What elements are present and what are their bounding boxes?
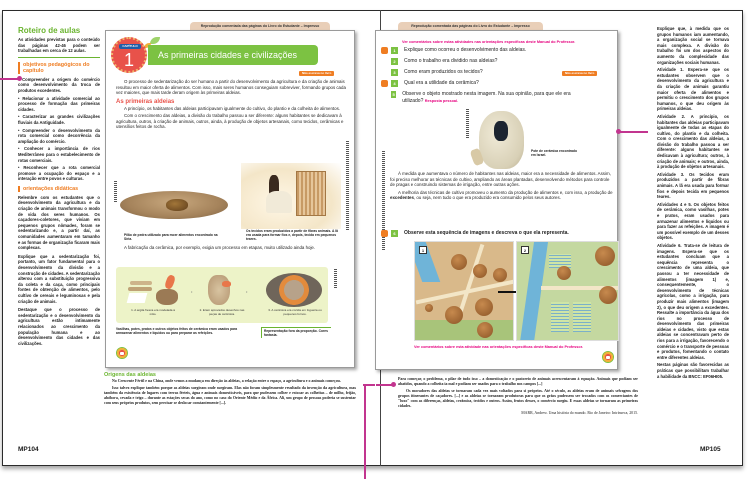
teacher-note-bottom: Ver comentários sobre esta atividade nas orientações específicas deste Manual do Professor. xyxy=(414,345,584,349)
left-page-body-2 xyxy=(116,245,348,253)
origins-heading: Origens das aldeias xyxy=(104,372,156,378)
photo-credit xyxy=(466,109,469,139)
question-4: 4 Qual era a utilidade da cerâmica? xyxy=(391,80,479,87)
intro-paragraph: O processo de sedentarização do ser humano a partir do desenvolvimento da agricultura e da criação de animais resultou em maior oferta de alimentos. Com isso, mais seres humanos conseguiam sobreviver, formando grupos cada vez maiores, que mais tarde deram origem às primeiras aldeias. xyxy=(116,79,346,95)
guidance-paragraph: Explique que a sedentarização foi, portanto, um fator fundamental para o desenvolvimento da divisão e a construção de cidades. A sedentarização alterou com a substituição progressiva da coleta e da caça, como principais fontes de obtenção de alimentos, pelo cultivo de cereais e leguminosas e pela criação de animais. xyxy=(18,253,100,304)
map-label: 2 xyxy=(521,246,529,254)
question-5: 5 Observe o objeto mostrado nesta imagem. Na sua opinião, para que ele era utilizado? Resposta pessoal. xyxy=(392,91,571,104)
margin-paragraph: Atividade 1. Espera-se que os estudantes observem que o desenvolvimento da agricultura e da criação de animais garantiu maior oferta de alimentos e permitiu o crescimento dos grupos humanos, o que deu origem às primeiras aldeias. xyxy=(657,67,729,112)
chapter-title: As primeiras cidades e civilizações xyxy=(148,45,318,65)
hands xyxy=(164,274,176,290)
hut xyxy=(493,268,507,282)
activity-icon xyxy=(381,47,388,54)
arrow-icon: • xyxy=(191,289,193,294)
no-write-chip: Não escreva no livro xyxy=(299,71,334,76)
loom-illustration xyxy=(296,171,326,216)
hut xyxy=(599,286,617,304)
paragraph: À medida que aumentava o número de habitantes nas aldeias, maior era a necessidade de alimentos. Assim, foi preciso melhorar as técnicas de cultivo, ampliando as áreas plantadas, desenvolvendo métodos para controle de pragas e construindo sistemas de irrigação, entre outras ações. xyxy=(390,171,611,187)
question-2: 2 Como o trabalho era dividido nas aldeias? xyxy=(391,58,497,65)
illustration-credit xyxy=(346,141,349,231)
pottery-step: 1. A argila fresca era modelada à mão. xyxy=(131,308,175,316)
page-number-left: MP104 xyxy=(18,446,39,453)
objective-item: Compreender a origem do comércio como desenvolvimento da troca de produtos excedentes. xyxy=(18,76,100,93)
stone-caption: Pilão de pedra utilizado para moer alimentos encontrado na Síria. xyxy=(124,233,218,242)
margin-paragraph: Atividade 6. Trata-se de leitura de imagens. Espera-se que os estudantes concluam que a sequência representa o crescimento de uma aldeia, que passou a ter necessidade de alimentos (imagem 1) e, consequentemente, o desenvolvimento de técnicas agrícolas, como a irrigação, para produzir mais alimentos (imagem 2), o que deu origem a excedentes. Ressalte a importância da água dos rios no processo de desenvolvimento das primeiras aldeias e cidades, visto que estas aldeias se concentravam perto de rios para a irrigação, favorecendo o comércio e o transporte de pessoas e produtos, fomentando o contato entre diferentes aldeias. xyxy=(657,242,729,360)
hut xyxy=(445,306,463,324)
paragraph: Isso talvez explique também porque as aldeias surgiram onde surgiram. Elas não foram simplesmente resultado da invenção da agricultura, mas também da existência de lugares com terras férteis, água e animais domesticáveis, para que pudessem colher e estocar as colheitas – de milho, feijão, abóbora, cevada e trigo – durante as estações secas do ano, como no caso do Oriente Médio e da África. Ali, um grupo de pessoas poderia se sustentar com seus próprios produtos, sem precisar se deslocar constantemente [...]. xyxy=(104,386,356,405)
margin-paragraph: Nestas páginas são favorecidas as práticas que possibilitam trabalhar a habilidade da BNCC: EF06HI05. xyxy=(657,362,729,379)
chapter-label: CAPÍTULO xyxy=(119,44,141,49)
quote-paragraph: Para começar, o problema, o pilar de tudo isso – a domesticação e o pastoreio de animais acrescentaram à equação. Animais que podiam ser abatidos, quando a colheita ia mal e podiam ser usados para o trabalho nos campos [...] xyxy=(398,377,638,386)
pottery-step: 2. Eram aprovados desenhos nas peças de cerâmica. xyxy=(199,308,245,316)
irrigated-field xyxy=(551,302,569,332)
paragraph: No Crescente Fértil e na China, onde vemos a mudança em direção às aldeias, a relação entre o espaço, a agricultura e o animais começou. xyxy=(112,379,341,383)
objectives-heading: objetivos pedagógicos do capítulo xyxy=(18,62,100,74)
hut xyxy=(425,304,433,312)
margin-paragraph: Atividades 4 e 5. Os objetos feitos de cerâmica, como vasilhas, potes e pratos, eram usados para armazenar alimentos e líquidos ou para fazer as refeições. A imagem é um possível exemplo de um desses objetos. xyxy=(657,201,729,241)
clay-pot xyxy=(156,289,178,305)
chapter-badge xyxy=(111,37,147,73)
guidance-paragraph: Relembre com os estudantes que o desenvolvimento da agricultura e da criação de animais transformou o modo de vida dos seres humanos. Os caçadores-coletores, que viviam em pequenos grupos nômades, foram se sedentarizando e, a partir daí, as comunidades aumentaram em tamanho e as formas de organização ficaram mais complexas. xyxy=(18,194,100,251)
student-page-right xyxy=(375,30,618,370)
clay-vase xyxy=(208,275,230,305)
digital-resource-icon[interactable] xyxy=(602,351,614,363)
pottery-caption: Vasilhas, potes, pratos e outros objetos feitos de cerâmica eram usados para armazenar alimentos e líquidos ou para preparar as refeições. xyxy=(116,327,238,336)
question-1: 1 Explique como ocorreu o desenvolvimento das aldeias. xyxy=(391,47,526,54)
irrigated-field xyxy=(573,302,591,332)
question-3: 3 Como eram produzidos os tecidos? xyxy=(391,69,483,76)
no-write-chip: Não escreva no livro xyxy=(562,71,597,76)
oven-opening xyxy=(494,121,508,141)
connector-bottom-vertical xyxy=(364,384,366,479)
illustration-credit xyxy=(334,269,337,289)
page-number-right: MP105 xyxy=(700,446,721,453)
question-6: 6 Observe esta sequência de imagens e descreva o que ela representa. xyxy=(391,230,569,237)
activity-icon xyxy=(381,80,388,87)
sequence-arrow-icon xyxy=(498,291,518,293)
digital-resource-icon[interactable] xyxy=(116,347,128,359)
map-label: 1 xyxy=(419,246,427,254)
left-bottom-text xyxy=(104,372,356,408)
objective-item: • Caracterizar as grandes civilizações fluviais da Antiguidade. xyxy=(18,114,100,125)
right-margin-column xyxy=(657,26,729,381)
pottery-step: 3. A cerâmica era cozida em fogueira ou pequenos fornos. xyxy=(268,308,322,316)
clay-slab xyxy=(127,293,148,303)
guidance-paragraph: Destaque que o processo de sedentarização e o desenvolvimento da agricultura estão intimamente relacionados ao crescimento da população humana e ao desenvolvimento das cidades e das civilizações. xyxy=(18,307,100,346)
section-heading: As primeiras aldeias xyxy=(116,98,175,105)
connector-bottom-right xyxy=(376,384,394,386)
margin-paragraph: Atividade 2. A princípio, os habitantes das aldeias participavam igualmente de todas as etapas do cultivo, do plantio e da colheita. Com o crescimento das aldeias, a divisão do trabalho passou a ser diferente: alguns habitantes se dedicavam à agricultura; outros, à criação de animais; e outros, ainda, à produção de objetos artesanais. xyxy=(657,113,729,170)
hut xyxy=(473,264,487,278)
margin-paragraph: Explique que, à medida que os grupos humanos iam aumentando, a organização social se tornava mais complexa. A divisão do trabalho foi um dos aspectos do aumento da complexidade das organizações sociais humanas. xyxy=(657,26,729,65)
margin-paragraph: Atividade 3. Os tecidos eram produzidos a partir de fibras animais. A lã era usada para formar fios e depois tecida em pequenos teares. xyxy=(657,171,729,200)
activity-icon xyxy=(381,230,388,237)
objective-item: • Conhecer a importância de rios Mediterrâneo para o estabelecimento de rotas comerciais. xyxy=(18,146,100,163)
pottery-steps-panel xyxy=(116,267,328,323)
lesson-plan-intro: As atividades previstas para o conteúdo das páginas 42-46 podem ser trabalhadas em cerca de 12 aulas. xyxy=(18,37,100,54)
crop-field xyxy=(415,320,514,341)
lesson-plan-heading: Roteiro de aulas xyxy=(18,26,81,35)
firing-pit xyxy=(266,273,322,307)
connector-right xyxy=(618,131,648,133)
left-margin-column xyxy=(18,26,100,349)
weaver-figure xyxy=(266,191,292,213)
paragraph: A melhoria das técnicas de cultivo promoveu o aumento da produção de alimentos e, com isso, a produção de excedentes, ou seja, nem tudo o que era produzido era consumido pelos seus autores. xyxy=(390,189,613,200)
hut xyxy=(477,322,493,338)
right-page-body xyxy=(390,171,615,203)
river xyxy=(520,242,548,341)
objective-item: • Reconhecer que a rota comercial promove a ocupação do espaço e a interação entre povos e culturas. xyxy=(18,165,100,182)
hut xyxy=(475,298,493,316)
right-bottom-text xyxy=(398,377,638,416)
connector-left xyxy=(0,78,20,80)
clay-roll xyxy=(130,281,152,285)
hut xyxy=(557,266,571,280)
hands xyxy=(222,281,231,287)
river xyxy=(414,242,440,282)
village-map-2 xyxy=(516,241,619,341)
clay-roll xyxy=(128,287,152,291)
objectives-list xyxy=(18,77,100,182)
paragraph: A fabricação da cerâmica, por exemplo, exigia um processo em etapas, muito utilizado ainda hoje. xyxy=(124,245,316,250)
arrow-icon: • xyxy=(246,289,248,294)
citation: MARR, Andrew. Uma história do mundo. Rio de Janeiro: Intrínseca, 2015. xyxy=(521,411,638,415)
chapter-number: 1 xyxy=(123,50,134,70)
left-page-body xyxy=(116,79,348,132)
objective-item: • Compreender o desenvolvimento da rota comercial como decorrência da ampliação do comércio. xyxy=(18,127,100,144)
quote-paragraph: Os moradores das aldeias se tornaram cada vez mais voltados para si próprios. Até o século, as aldeias eram de animais selvagens dos grupos itinerantes de caçadores. [...] e as aldeias se tornaram produtoras para que os grãos pudessem ser trocados com os comerciantes de "luxo" com as diferenças, aldeias, cerâmica, tecidos e outros. Assim, frutos desses, o comércio surgiu. E essas aldeias se tornaram as primeiras cidades. xyxy=(398,389,638,408)
hut xyxy=(595,246,615,266)
photo-credit xyxy=(114,181,117,203)
divider xyxy=(18,57,100,58)
paragraph: A princípio, os habitantes das aldeias participavam igualmente do cultivo, do plantio e da colheita de alimentos. xyxy=(124,105,341,111)
oven-caption: Pote de cerâmica encontrado em Israel. xyxy=(531,149,577,158)
teacher-note-top: Ver comentários sobre estas atividades nas orientações específicas deste Manual do Professor. xyxy=(402,40,576,44)
weaver-caption: Os tecidos eram produzidos a partir de fibras animais. A lã era usada para formar fios e, depois, tecida em pequenos teares. xyxy=(246,229,338,242)
leaf-decoration xyxy=(150,37,160,44)
guidance-heading: orientações didáticas xyxy=(18,186,100,192)
objective-item: • Relacionar a atividade comercial ao processo de formação das primeiras cidades. xyxy=(18,95,100,112)
grinding-stone-image xyxy=(166,199,188,211)
proportion-note: Representação fora da proporção. Cores fantasia. xyxy=(261,327,331,338)
student-page-left xyxy=(105,30,355,368)
reproduction-tag-right: Reprodução comentada das páginas do Livro do Estudante – Impresso xyxy=(398,22,543,30)
paragraph: Com o crescimento das aldeias, a divisão do trabalho passou a ser diferente: alguns habitantes se dedicavam à agricultura, outros, à criação de animais, outros, ainda, à produção de objetos artesanais, como tecidos, cerâmicas e utensílios feitos de rocha. xyxy=(116,113,344,129)
reproduction-tag-left: Reprodução comentada das páginas do Livro do Estudante – Impresso xyxy=(190,22,330,30)
hut xyxy=(451,254,467,270)
